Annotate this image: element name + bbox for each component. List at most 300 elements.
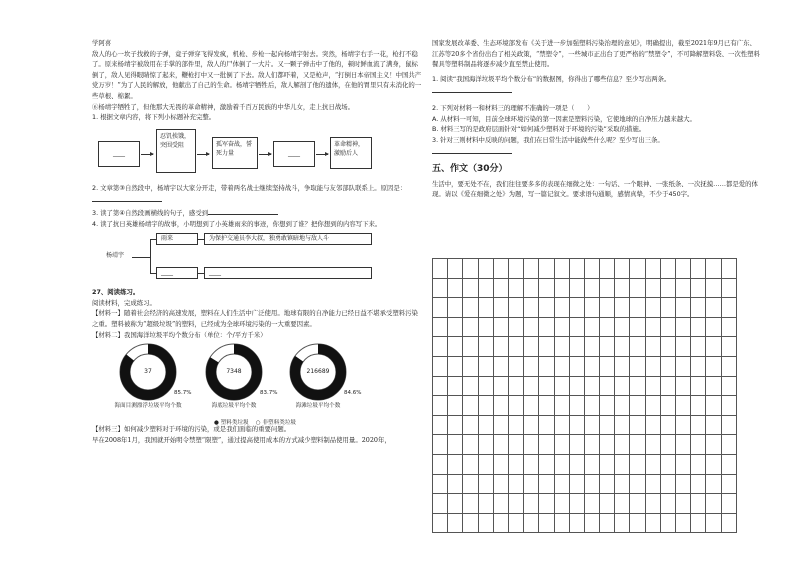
grid-cell[interactable] (676, 377, 691, 397)
grid-cell[interactable] (706, 455, 721, 475)
grid-cell[interactable] (661, 514, 676, 534)
grid-cell[interactable] (646, 416, 661, 436)
grid-cell[interactable] (448, 514, 463, 534)
grid-cell[interactable] (555, 357, 570, 377)
grid-cell[interactable] (706, 475, 721, 495)
grid-cell[interactable] (691, 514, 706, 534)
option-a[interactable]: A. 从材料一可知，目前全球环境污染的第一因素是塑料污染，它使地球的自净压力越来越大。 (432, 114, 696, 123)
grid-cell[interactable] (555, 455, 570, 475)
grid-cell[interactable] (615, 435, 630, 455)
grid-cell[interactable] (448, 435, 463, 455)
grid-cell[interactable] (646, 377, 661, 397)
grid-cell[interactable] (722, 357, 737, 377)
grid-cell[interactable] (691, 357, 706, 377)
grid-cell[interactable] (722, 416, 737, 436)
grid-cell[interactable] (646, 318, 661, 338)
grid-cell[interactable] (524, 416, 539, 436)
grid-cell[interactable] (600, 318, 615, 338)
tree-box-name-2[interactable]: ____ (156, 267, 198, 279)
grid-cell[interactable] (691, 259, 706, 279)
grid-cell[interactable] (479, 279, 494, 299)
grid-cell[interactable] (600, 455, 615, 475)
grid-cell[interactable] (448, 416, 463, 436)
grid-cell[interactable] (706, 416, 721, 436)
grid-cell[interactable] (646, 259, 661, 279)
grid-cell[interactable] (570, 435, 585, 455)
grid-cell[interactable] (630, 455, 645, 475)
grid-cell[interactable] (448, 337, 463, 357)
grid-cell[interactable] (433, 514, 448, 534)
grid-cell[interactable] (570, 494, 585, 514)
grid-cell[interactable] (676, 298, 691, 318)
grid-cell[interactable] (570, 298, 585, 318)
grid-cell[interactable] (463, 455, 478, 475)
grid-cell[interactable] (570, 377, 585, 397)
grid-cell[interactable] (479, 377, 494, 397)
grid-cell[interactable] (463, 514, 478, 534)
right-question-3: 3. 针对三则材料中反映的问题，我们在日常生活中能做些什么呢？至少写出三条。 (432, 135, 664, 144)
grid-cell[interactable] (555, 337, 570, 357)
grid-cell[interactable] (524, 357, 539, 377)
grid-cell[interactable] (433, 337, 448, 357)
grid-cell[interactable] (463, 298, 478, 318)
grid-cell[interactable] (661, 416, 676, 436)
grid-cell[interactable] (585, 357, 600, 377)
grid-cell[interactable] (585, 377, 600, 397)
question-4: 4. 读了抗日英雄杨靖宇的故事，小明想到了小英雄雨来的事迹，你想到了谁？把你想到的内容写下来。 (92, 219, 382, 228)
grid-cell[interactable] (661, 475, 676, 495)
grid-cell[interactable] (630, 396, 645, 416)
grid-cell[interactable] (494, 396, 509, 416)
grid-cell[interactable] (555, 475, 570, 495)
grid-cell[interactable] (463, 279, 478, 299)
donut-total-beach: 216689 (306, 368, 330, 376)
grid-cell[interactable] (479, 337, 494, 357)
grid-cell[interactable] (524, 435, 539, 455)
grid-cell[interactable] (676, 494, 691, 514)
grid-cell[interactable] (509, 279, 524, 299)
grid-cell[interactable] (661, 279, 676, 299)
grid-cell[interactable] (539, 475, 554, 495)
grid-cell[interactable] (555, 279, 570, 299)
grid-cell[interactable] (479, 475, 494, 495)
grid-cell[interactable] (585, 475, 600, 495)
grid-cell[interactable] (433, 357, 448, 377)
grid-cell[interactable] (555, 377, 570, 397)
grid-cell[interactable] (448, 298, 463, 318)
grid-cell[interactable] (661, 494, 676, 514)
grid-cell[interactable] (615, 377, 630, 397)
grid-cell[interactable] (585, 435, 600, 455)
grid-cell[interactable] (676, 259, 691, 279)
grid-cell[interactable] (722, 435, 737, 455)
grid-cell[interactable] (448, 377, 463, 397)
grid-cell[interactable] (676, 396, 691, 416)
grid-cell[interactable] (555, 396, 570, 416)
grid-cell[interactable] (661, 337, 676, 357)
grid-cell[interactable] (661, 435, 676, 455)
grid-cell[interactable] (494, 455, 509, 475)
tree-box-name-1: 雨来 (156, 233, 198, 245)
grid-cell[interactable] (539, 416, 554, 436)
grid-cell[interactable] (585, 298, 600, 318)
grid-cell[interactable] (585, 279, 600, 299)
grid-cell[interactable] (570, 514, 585, 534)
grid-cell[interactable] (630, 298, 645, 318)
grid-cell[interactable] (463, 377, 478, 397)
answer-blank[interactable] (208, 206, 278, 215)
grid-cell[interactable] (691, 475, 706, 495)
grid-cell[interactable] (539, 318, 554, 338)
grid-cell[interactable] (615, 298, 630, 318)
grid-cell[interactable] (509, 435, 524, 455)
grid-cell[interactable] (661, 298, 676, 318)
grid-cell[interactable] (676, 514, 691, 534)
grid-cell[interactable] (630, 318, 645, 338)
grid-cell[interactable] (676, 318, 691, 338)
grid-cell[interactable] (555, 435, 570, 455)
grid-cell[interactable] (539, 514, 554, 534)
grid-cell[interactable] (448, 259, 463, 279)
grid-cell[interactable] (676, 357, 691, 377)
tree-box-deed-2[interactable]: ____ (204, 267, 372, 279)
grid-cell[interactable] (646, 279, 661, 299)
grid-cell[interactable] (661, 357, 676, 377)
grid-cell[interactable] (722, 259, 737, 279)
grid-cell[interactable] (479, 455, 494, 475)
grid-cell[interactable] (585, 259, 600, 279)
grid-cell[interactable] (706, 298, 721, 318)
grid-cell[interactable] (600, 377, 615, 397)
grid-cell[interactable] (722, 494, 737, 514)
grid-cell[interactable] (706, 259, 721, 279)
grid-cell[interactable] (706, 514, 721, 534)
grid-cell[interactable] (706, 318, 721, 338)
grid-cell[interactable] (630, 259, 645, 279)
grid-cell[interactable] (509, 396, 524, 416)
grid-cell[interactable] (463, 318, 478, 338)
grid-cell[interactable] (661, 259, 676, 279)
grid-cell[interactable] (600, 435, 615, 455)
grid-cell[interactable] (691, 435, 706, 455)
grid-cell[interactable] (463, 494, 478, 514)
grid-cell[interactable] (463, 357, 478, 377)
grid-cell[interactable] (646, 514, 661, 534)
grid-cell[interactable] (524, 298, 539, 318)
grid-cell[interactable] (615, 357, 630, 377)
grid-cell[interactable] (691, 396, 706, 416)
right-question-2: 2. 下列对材料一和材料三的理解不准确的一项是（ ） (432, 103, 594, 112)
grid-cell[interactable] (479, 298, 494, 318)
grid-cell[interactable] (433, 279, 448, 299)
grid-cell[interactable] (691, 494, 706, 514)
grid-cell[interactable] (463, 396, 478, 416)
grid-cell[interactable] (555, 416, 570, 436)
right-question-1-answer (432, 84, 762, 97)
grid-cell[interactable] (433, 475, 448, 495)
grid-cell[interactable] (479, 514, 494, 534)
grid-cell[interactable] (630, 475, 645, 495)
grid-cell[interactable] (630, 337, 645, 357)
grid-cell[interactable] (722, 455, 737, 475)
grid-cell[interactable] (539, 494, 554, 514)
grid-cell[interactable] (448, 357, 463, 377)
grid-cell[interactable] (691, 279, 706, 299)
grid-cell[interactable] (539, 396, 554, 416)
grid-cell[interactable] (600, 298, 615, 318)
grid-cell[interactable] (509, 357, 524, 377)
grid-cell[interactable] (722, 298, 737, 318)
grid-cell[interactable] (646, 435, 661, 455)
grid-cell[interactable] (691, 455, 706, 475)
grid-cell[interactable] (600, 337, 615, 357)
grid-cell[interactable] (494, 514, 509, 534)
grid-cell[interactable] (646, 455, 661, 475)
grid-cell[interactable] (676, 279, 691, 299)
grid-cell[interactable] (448, 318, 463, 338)
grid-cell[interactable] (630, 377, 645, 397)
grid-cell[interactable] (570, 475, 585, 495)
grid-cell[interactable] (509, 259, 524, 279)
grid-cell[interactable] (433, 494, 448, 514)
grid-cell[interactable] (691, 337, 706, 357)
grid-cell[interactable] (600, 475, 615, 495)
grid-cell[interactable] (494, 337, 509, 357)
grid-cell[interactable] (615, 318, 630, 338)
grid-cell[interactable] (494, 318, 509, 338)
grid-cell[interactable] (448, 475, 463, 495)
grid-cell[interactable] (600, 396, 615, 416)
grid-cell[interactable] (585, 494, 600, 514)
grid-cell[interactable] (600, 259, 615, 279)
grid-cell[interactable] (691, 377, 706, 397)
grid-cell[interactable] (539, 377, 554, 397)
grid-cell[interactable] (646, 298, 661, 318)
grid-cell[interactable] (646, 357, 661, 377)
grid-cell[interactable] (494, 279, 509, 299)
grid-cell[interactable] (479, 435, 494, 455)
grid-cell[interactable] (433, 416, 448, 436)
grid-cell[interactable] (463, 416, 478, 436)
grid-cell[interactable] (494, 435, 509, 455)
grid-cell[interactable] (539, 337, 554, 357)
grid-cell[interactable] (676, 475, 691, 495)
grid-cell[interactable] (585, 318, 600, 338)
grid-cell[interactable] (433, 455, 448, 475)
grid-cell[interactable] (615, 396, 630, 416)
grid-cell[interactable] (494, 416, 509, 436)
grid-cell[interactable] (448, 455, 463, 475)
grid-cell[interactable] (722, 318, 737, 338)
grid-cell[interactable] (600, 514, 615, 534)
grid-cell[interactable] (585, 396, 600, 416)
grid-cell[interactable] (509, 298, 524, 318)
grid-cell[interactable] (463, 435, 478, 455)
grid-cell[interactable] (494, 357, 509, 377)
grid-cell[interactable] (630, 357, 645, 377)
grid-cell[interactable] (706, 377, 721, 397)
flow-arrow (259, 154, 271, 155)
grid-cell[interactable] (600, 279, 615, 299)
grid-cell[interactable] (661, 455, 676, 475)
grid-cell[interactable] (661, 396, 676, 416)
grid-cell[interactable] (630, 514, 645, 534)
grid-cell[interactable] (524, 455, 539, 475)
grid-cell[interactable] (661, 318, 676, 338)
answer-blank[interactable] (92, 193, 162, 202)
flow-box-1[interactable]: ____ (98, 141, 140, 167)
grid-cell[interactable] (433, 259, 448, 279)
grid-cell[interactable] (463, 337, 478, 357)
grid-cell[interactable] (676, 455, 691, 475)
grid-cell[interactable] (615, 514, 630, 534)
flow-box-4[interactable]: ____ (273, 141, 315, 167)
grid-cell[interactable] (706, 396, 721, 416)
grid-cell[interactable] (661, 377, 676, 397)
grid-cell[interactable] (479, 416, 494, 436)
grid-cell[interactable] (433, 318, 448, 338)
grid-cell[interactable] (615, 279, 630, 299)
grid-cell[interactable] (706, 279, 721, 299)
grid-cell[interactable] (722, 514, 737, 534)
grid-cell[interactable] (555, 298, 570, 318)
grid-cell[interactable] (676, 337, 691, 357)
grid-cell[interactable] (524, 494, 539, 514)
grid-cell[interactable] (630, 435, 645, 455)
grid-cell[interactable] (479, 494, 494, 514)
grid-cell[interactable] (448, 279, 463, 299)
answer-blank[interactable] (432, 84, 512, 93)
grid-cell[interactable] (539, 357, 554, 377)
grid-cell[interactable] (433, 396, 448, 416)
grid-cell[interactable] (600, 416, 615, 436)
grid-cell[interactable] (706, 337, 721, 357)
grid-cell[interactable] (524, 259, 539, 279)
grid-cell[interactable] (555, 514, 570, 534)
grid-cell[interactable] (509, 455, 524, 475)
grid-cell[interactable] (509, 416, 524, 436)
grid-cell[interactable] (494, 377, 509, 397)
grid-cell[interactable] (494, 298, 509, 318)
grid-cell[interactable] (691, 298, 706, 318)
grid-cell[interactable] (479, 318, 494, 338)
grid-cell[interactable] (433, 298, 448, 318)
grid-cell[interactable] (509, 475, 524, 495)
grid-cell[interactable] (463, 475, 478, 495)
grid-cell[interactable] (570, 279, 585, 299)
grid-cell[interactable] (509, 514, 524, 534)
essay-writing-grid[interactable] (432, 258, 737, 533)
grid-cell[interactable] (646, 475, 661, 495)
grid-cell[interactable] (524, 279, 539, 299)
grid-cell[interactable] (630, 416, 645, 436)
grid-cell[interactable] (570, 337, 585, 357)
grid-cell[interactable] (676, 435, 691, 455)
grid-cell[interactable] (539, 279, 554, 299)
flow-arrow (316, 154, 328, 155)
grid-cell[interactable] (722, 377, 737, 397)
grid-cell[interactable] (524, 396, 539, 416)
grid-cell[interactable] (646, 337, 661, 357)
answer-blank[interactable] (432, 145, 512, 154)
grid-cell[interactable] (555, 259, 570, 279)
grid-cell[interactable] (585, 416, 600, 436)
grid-cell[interactable] (539, 259, 554, 279)
grid-cell[interactable] (722, 279, 737, 299)
grid-cell[interactable] (646, 396, 661, 416)
grid-cell[interactable] (722, 396, 737, 416)
grid-cell[interactable] (448, 494, 463, 514)
grid-cell[interactable] (524, 318, 539, 338)
grid-cell[interactable] (539, 298, 554, 318)
grid-cell[interactable] (509, 494, 524, 514)
grid-cell[interactable] (676, 416, 691, 436)
grid-cell[interactable] (433, 377, 448, 397)
grid-cell[interactable] (585, 455, 600, 475)
grid-cell[interactable] (524, 475, 539, 495)
grid-cell[interactable] (524, 337, 539, 357)
grid-cell[interactable] (570, 259, 585, 279)
grid-cell[interactable] (585, 337, 600, 357)
grid-cell[interactable] (570, 416, 585, 436)
grid-cell[interactable] (706, 494, 721, 514)
grid-cell[interactable] (615, 475, 630, 495)
grid-cell[interactable] (646, 494, 661, 514)
grid-cell[interactable] (555, 494, 570, 514)
grid-cell[interactable] (570, 357, 585, 377)
grid-cell[interactable] (509, 337, 524, 357)
grid-cell[interactable] (509, 318, 524, 338)
legend-nonplastic: 非塑料类垃圾 (262, 420, 297, 427)
grid-cell[interactable] (494, 494, 509, 514)
grid-cell[interactable] (585, 514, 600, 534)
option-b[interactable]: B. 材料三写的是政府层面针对“如何减少塑料对于环境的污染”采取的措施。 (432, 125, 646, 134)
grid-cell[interactable] (570, 396, 585, 416)
grid-cell[interactable] (722, 337, 737, 357)
grid-cell[interactable] (706, 357, 721, 377)
grid-cell[interactable] (494, 475, 509, 495)
grid-cell[interactable] (448, 396, 463, 416)
grid-cell[interactable] (630, 279, 645, 299)
grid-cell[interactable] (691, 416, 706, 436)
grid-cell[interactable] (615, 259, 630, 279)
grid-cell[interactable] (494, 259, 509, 279)
grid-cell[interactable] (524, 377, 539, 397)
grid-cell[interactable] (722, 475, 737, 495)
grid-cell[interactable] (479, 396, 494, 416)
grid-cell[interactable] (600, 494, 615, 514)
grid-cell[interactable] (509, 377, 524, 397)
grid-cell[interactable] (524, 514, 539, 534)
grid-cell[interactable] (706, 435, 721, 455)
grid-cell[interactable] (691, 318, 706, 338)
grid-cell[interactable] (630, 494, 645, 514)
grid-cell[interactable] (479, 259, 494, 279)
grid-cell[interactable] (615, 494, 630, 514)
grid-cell[interactable] (433, 435, 448, 455)
grid-cell[interactable] (479, 357, 494, 377)
grid-cell[interactable] (570, 455, 585, 475)
grid-cell[interactable] (615, 337, 630, 357)
grid-cell[interactable] (570, 318, 585, 338)
grid-cell[interactable] (615, 455, 630, 475)
grid-cell[interactable] (615, 416, 630, 436)
grid-cell[interactable] (539, 435, 554, 455)
grid-cell[interactable] (555, 318, 570, 338)
grid-cell[interactable] (539, 455, 554, 475)
grid-cell[interactable] (463, 259, 478, 279)
grid-cell[interactable] (600, 357, 615, 377)
